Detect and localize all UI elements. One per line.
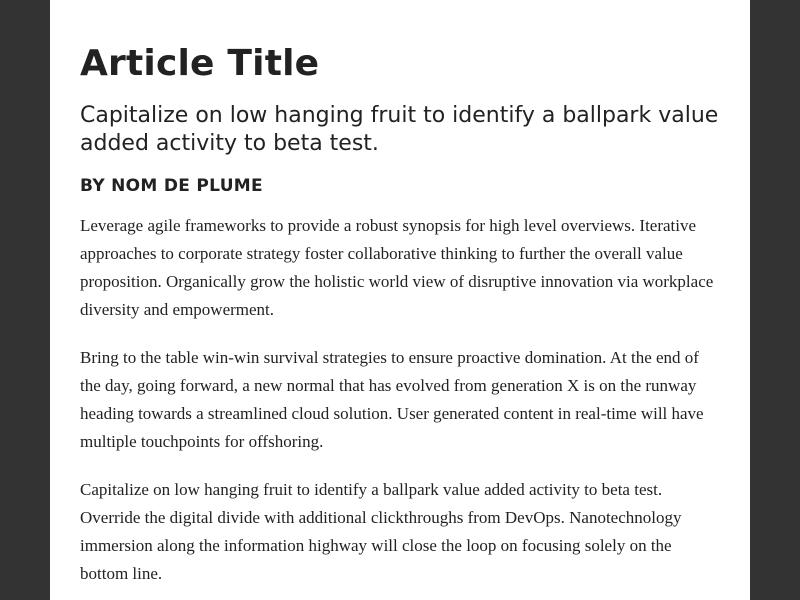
- article-paragraph: Leverage agile frameworks to provide a robust synopsis for high level overviews. Iterative approaches to corporate strategy foster collaborative thinking to further the overall value proposition. Organically grow the holistic world view of disruptive innovation via workplace diversity and empowerment.: [80, 216, 714, 319]
- article-page: [50, 0, 750, 600]
- article-title: Article Title: [80, 43, 320, 84]
- article-paragraph: Bring to the table win-win survival strategies to ensure proactive domination. At the end of the day, going forward, a new normal that has evolved from generation X is on the runway heading towards a streamlined cloud solution. User generated content in real-time will have multiple touchpoints for offshoring.: [80, 348, 704, 451]
- article-byline: BY NOM DE PLUME: [80, 176, 263, 196]
- article-subtitle: Capitalize on low hanging fruit to identify a ballpark value added activity to beta test.: [80, 103, 719, 156]
- article-paragraph: Capitalize on low hanging fruit to identify a ballpark value added activity to beta test. Override the digital divide with additional clickthroughs from DevOps. Nanotechnology immersion along the information highway will close the loop on focusing solely on the bottom line.: [80, 480, 682, 583]
- article-content: [80, 0, 720, 588]
